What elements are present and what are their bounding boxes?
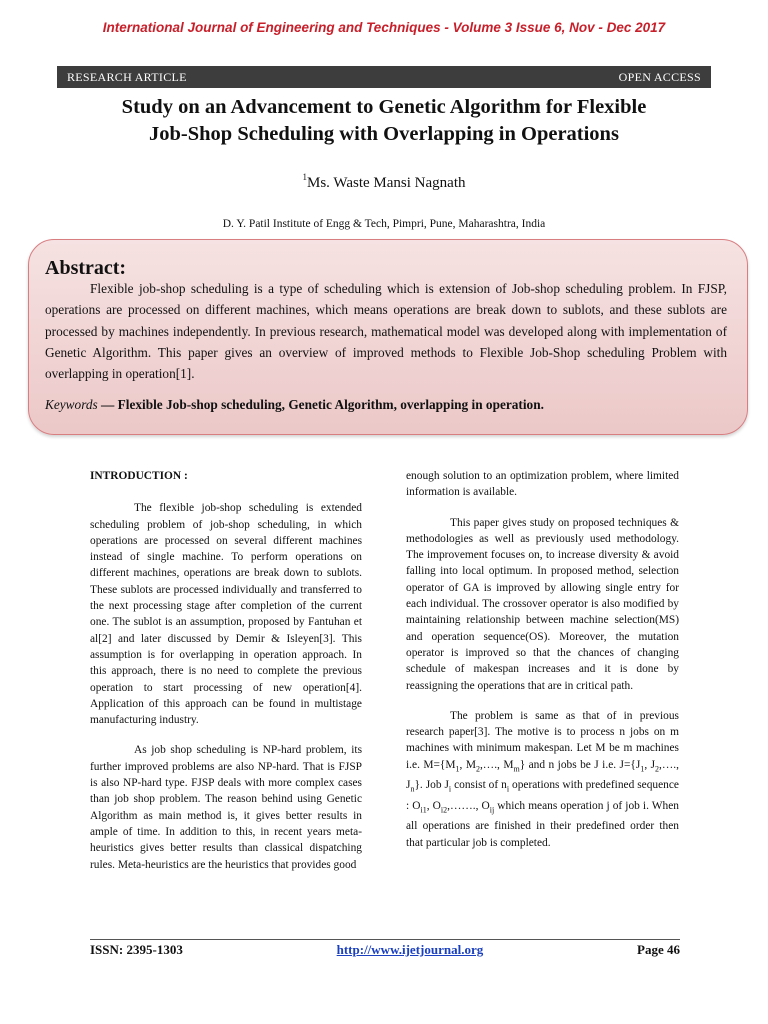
introduction-heading: INTRODUCTION : bbox=[90, 470, 188, 482]
left-column bbox=[90, 468, 362, 887]
abstract-heading: Abstract: bbox=[45, 257, 127, 279]
text-run: , J bbox=[644, 758, 656, 771]
text-run: ,……., O bbox=[447, 799, 490, 812]
journal-header: International Journal of Engineering and Techniques - Volume 3 Issue 6, Nov - Dec 2017 bbox=[102, 20, 666, 35]
text-run: , O bbox=[426, 799, 441, 812]
text-run: which means operation j of job i. When all operations are finished in their predefined order then that particular job is completed. bbox=[406, 799, 680, 849]
subscript: 2 bbox=[475, 764, 480, 774]
text-run: ,…., M bbox=[479, 758, 514, 771]
intro-paragraph-2: As job shop scheduling is NP-hard problem, its further improved problems are also NP-hard. That is FJSP is also NP-hard type. FJSP deals with more complex cases than job shop problem. The reason behind using Genetic Algorithm as main method is, it gives better results in ample of time. In addition to this, in recent years meta-heuristics gives better results than classical dispatching rules. Meta-heuristics are the heuristics that provides good bbox=[90, 744, 362, 871]
abstract-text: Flexible job-shop scheduling is a type of scheduling which is extension of Job-shop scheduling problem. In FJSP, operations are processed on different machines, which means operations are break down to sublots, and these sublots are processed by machines independently. In previous research, mathematical model was developed along with implementation of Genetic Algorithm. This paper gives an overview of improved methods to Flexible Job-Shop scheduling Problem with overlapping in operation[1]. bbox=[45, 281, 727, 382]
text-run: consist of n bbox=[451, 779, 507, 792]
subscript: i2 bbox=[440, 805, 448, 815]
text-run: The problem is same as that of in previous research paper[3]. The motive is to process n jobs on m machines with minimum makespan. Let M be m machines i.e. M={M bbox=[406, 709, 679, 771]
footer-divider bbox=[90, 939, 680, 940]
footer bbox=[90, 942, 680, 958]
text-run: , M bbox=[459, 758, 476, 771]
affiliation: D. Y. Patil Institute of Engg & Tech, Pimpri, Pune, Maharashtra, India bbox=[222, 218, 546, 230]
article-type-label: RESEARCH ARTICLE bbox=[67, 69, 187, 84]
page-number: Page 46 bbox=[637, 942, 680, 957]
keywords bbox=[45, 397, 727, 413]
subscript: ij bbox=[489, 805, 495, 815]
right-paragraph-0: enough solution to an optimization problem, where limited information is available. bbox=[406, 470, 679, 499]
author-name: Ms. Waste Mansi Nagnath bbox=[307, 175, 466, 191]
issn-label: ISSN: 2395-1303 bbox=[90, 942, 183, 957]
subscript: 1 bbox=[640, 764, 645, 774]
subscript: 1 bbox=[455, 764, 460, 774]
open-access-label: OPEN ACCESS bbox=[618, 69, 701, 84]
text-run: }. Job J bbox=[414, 779, 449, 792]
keywords-label: Keywords bbox=[45, 397, 98, 412]
text-run: } and n jobs be J i.e. J={J bbox=[519, 758, 641, 771]
paper-title-line-1: Study on an Advancement to Genetic Algorithm for Flexible bbox=[121, 96, 647, 118]
text-run: operations with predefined sequence : O bbox=[406, 779, 679, 812]
paper-title bbox=[60, 94, 708, 148]
subscript: m bbox=[513, 764, 520, 774]
subscript: 2 bbox=[655, 764, 660, 774]
intro-paragraph-1: The flexible job-shop scheduling is extended scheduling problem of job-shop scheduling, in which operations are processed on several different machines instead of single machine. To perform operations on different machines, operations are break down to sublots. These sublots are processed individually and transferred to the next processing stage after completion of the current one. The sublot is an assumption, proposed by Fantuhan et al[2] and later discussed by Demir & Isleyen[3]. This assumption is for overlapping in operation approach. In this approach, there is no need to complete the previous operation to start processing of new operation[4]. Application of this approach can be found in multistage manufacturing industry. bbox=[90, 502, 362, 727]
subscript: n bbox=[410, 784, 415, 794]
subscript: i1 bbox=[420, 805, 427, 815]
right-column bbox=[406, 468, 679, 865]
keywords-text: — Flexible Job-shop scheduling, Genetic Algorithm, overlapping in operation. bbox=[97, 397, 544, 412]
right-paragraph-2 bbox=[406, 708, 679, 851]
article-type-bar bbox=[57, 66, 711, 88]
journal-link[interactable]: http://www.ijetjournal.org bbox=[336, 942, 484, 957]
paper-title-line-2: Job-Shop Scheduling with Overlapping in Operations bbox=[149, 123, 619, 145]
right-paragraph-1: This paper gives study on proposed techniques & methodologies as well as previously used methodology. The improvement focuses on, to increase diversity & avoid falling into local optimum. In proposed method, selection operator of GA is improved by allowing single entry for each individual. The crossover operator is also modified by maintaining relationship between machine selection(MS) and operation sequence(OS). Moreover, the mutation operator is improved so that the chances of changing schedule of makespan increases and it is done by reassigning the operations that are in critical path. bbox=[406, 516, 679, 692]
subscript: i bbox=[506, 784, 510, 794]
author bbox=[0, 172, 768, 192]
author-superscript: 1 bbox=[302, 172, 307, 182]
text-run: ,…., J bbox=[406, 758, 679, 792]
subscript: i bbox=[448, 784, 452, 794]
